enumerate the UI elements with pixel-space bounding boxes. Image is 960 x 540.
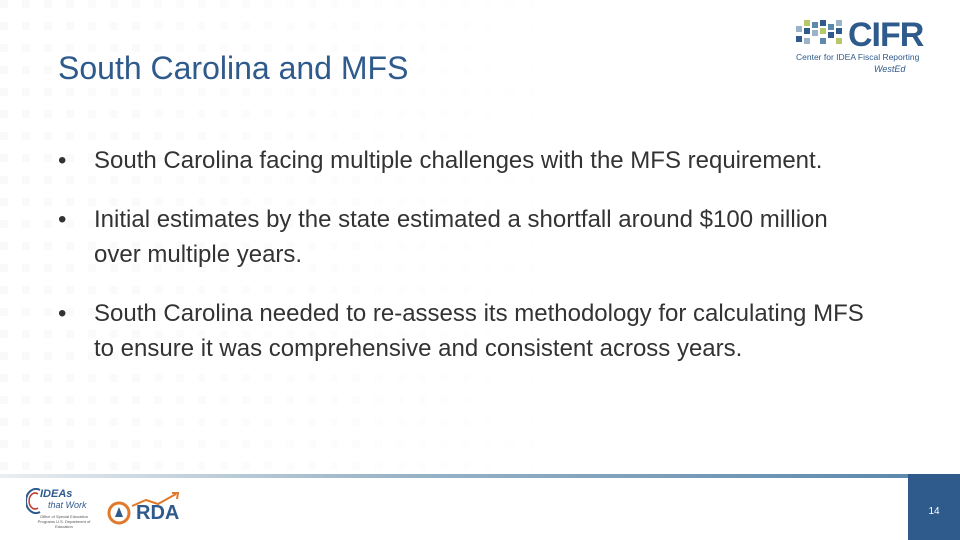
rda-logo <box>106 492 186 528</box>
cifr-subtitle: Center for IDEA Fiscal Reporting <box>796 52 920 62</box>
bullet-text: Initial estimates by the state estimated a shortfall around $100 million over multiple years. <box>94 206 828 268</box>
ideas-logo-line1: IDEAs <box>40 488 73 500</box>
footer-divider <box>0 474 908 478</box>
page-number: 14 <box>928 506 940 517</box>
bullet-text: South Carolina needed to re-assess its methodology for calculating MFS to ensure it was comprehensive and consistent across years. <box>94 300 864 362</box>
ideas-that-work-logo <box>26 486 96 530</box>
bullet-marker: • <box>58 300 67 327</box>
rda-wordmark: RDA <box>136 502 180 524</box>
cifr-logo <box>794 18 934 78</box>
ideas-logo-caption: Office of Special Education Programs U.S. Department of Education <box>37 514 91 529</box>
slide-title: South Carolina and MFS <box>58 50 409 86</box>
bullet-marker: • <box>58 147 67 174</box>
ideas-logo-line2: that Work <box>48 500 87 510</box>
bullet-marker: • <box>58 206 67 233</box>
bullet-text: South Carolina facing multiple challenges with the MFS requirement. <box>94 147 823 174</box>
cifr-wordmark: CIFR <box>848 16 924 54</box>
page-number-box <box>908 474 960 540</box>
cifr-mosaic-icon <box>794 18 848 52</box>
wested-wordmark: WestEd <box>874 64 906 74</box>
bullet-item <box>58 296 878 366</box>
bullet-item <box>58 143 878 178</box>
bullet-list <box>58 143 878 390</box>
bullet-item <box>58 202 878 272</box>
